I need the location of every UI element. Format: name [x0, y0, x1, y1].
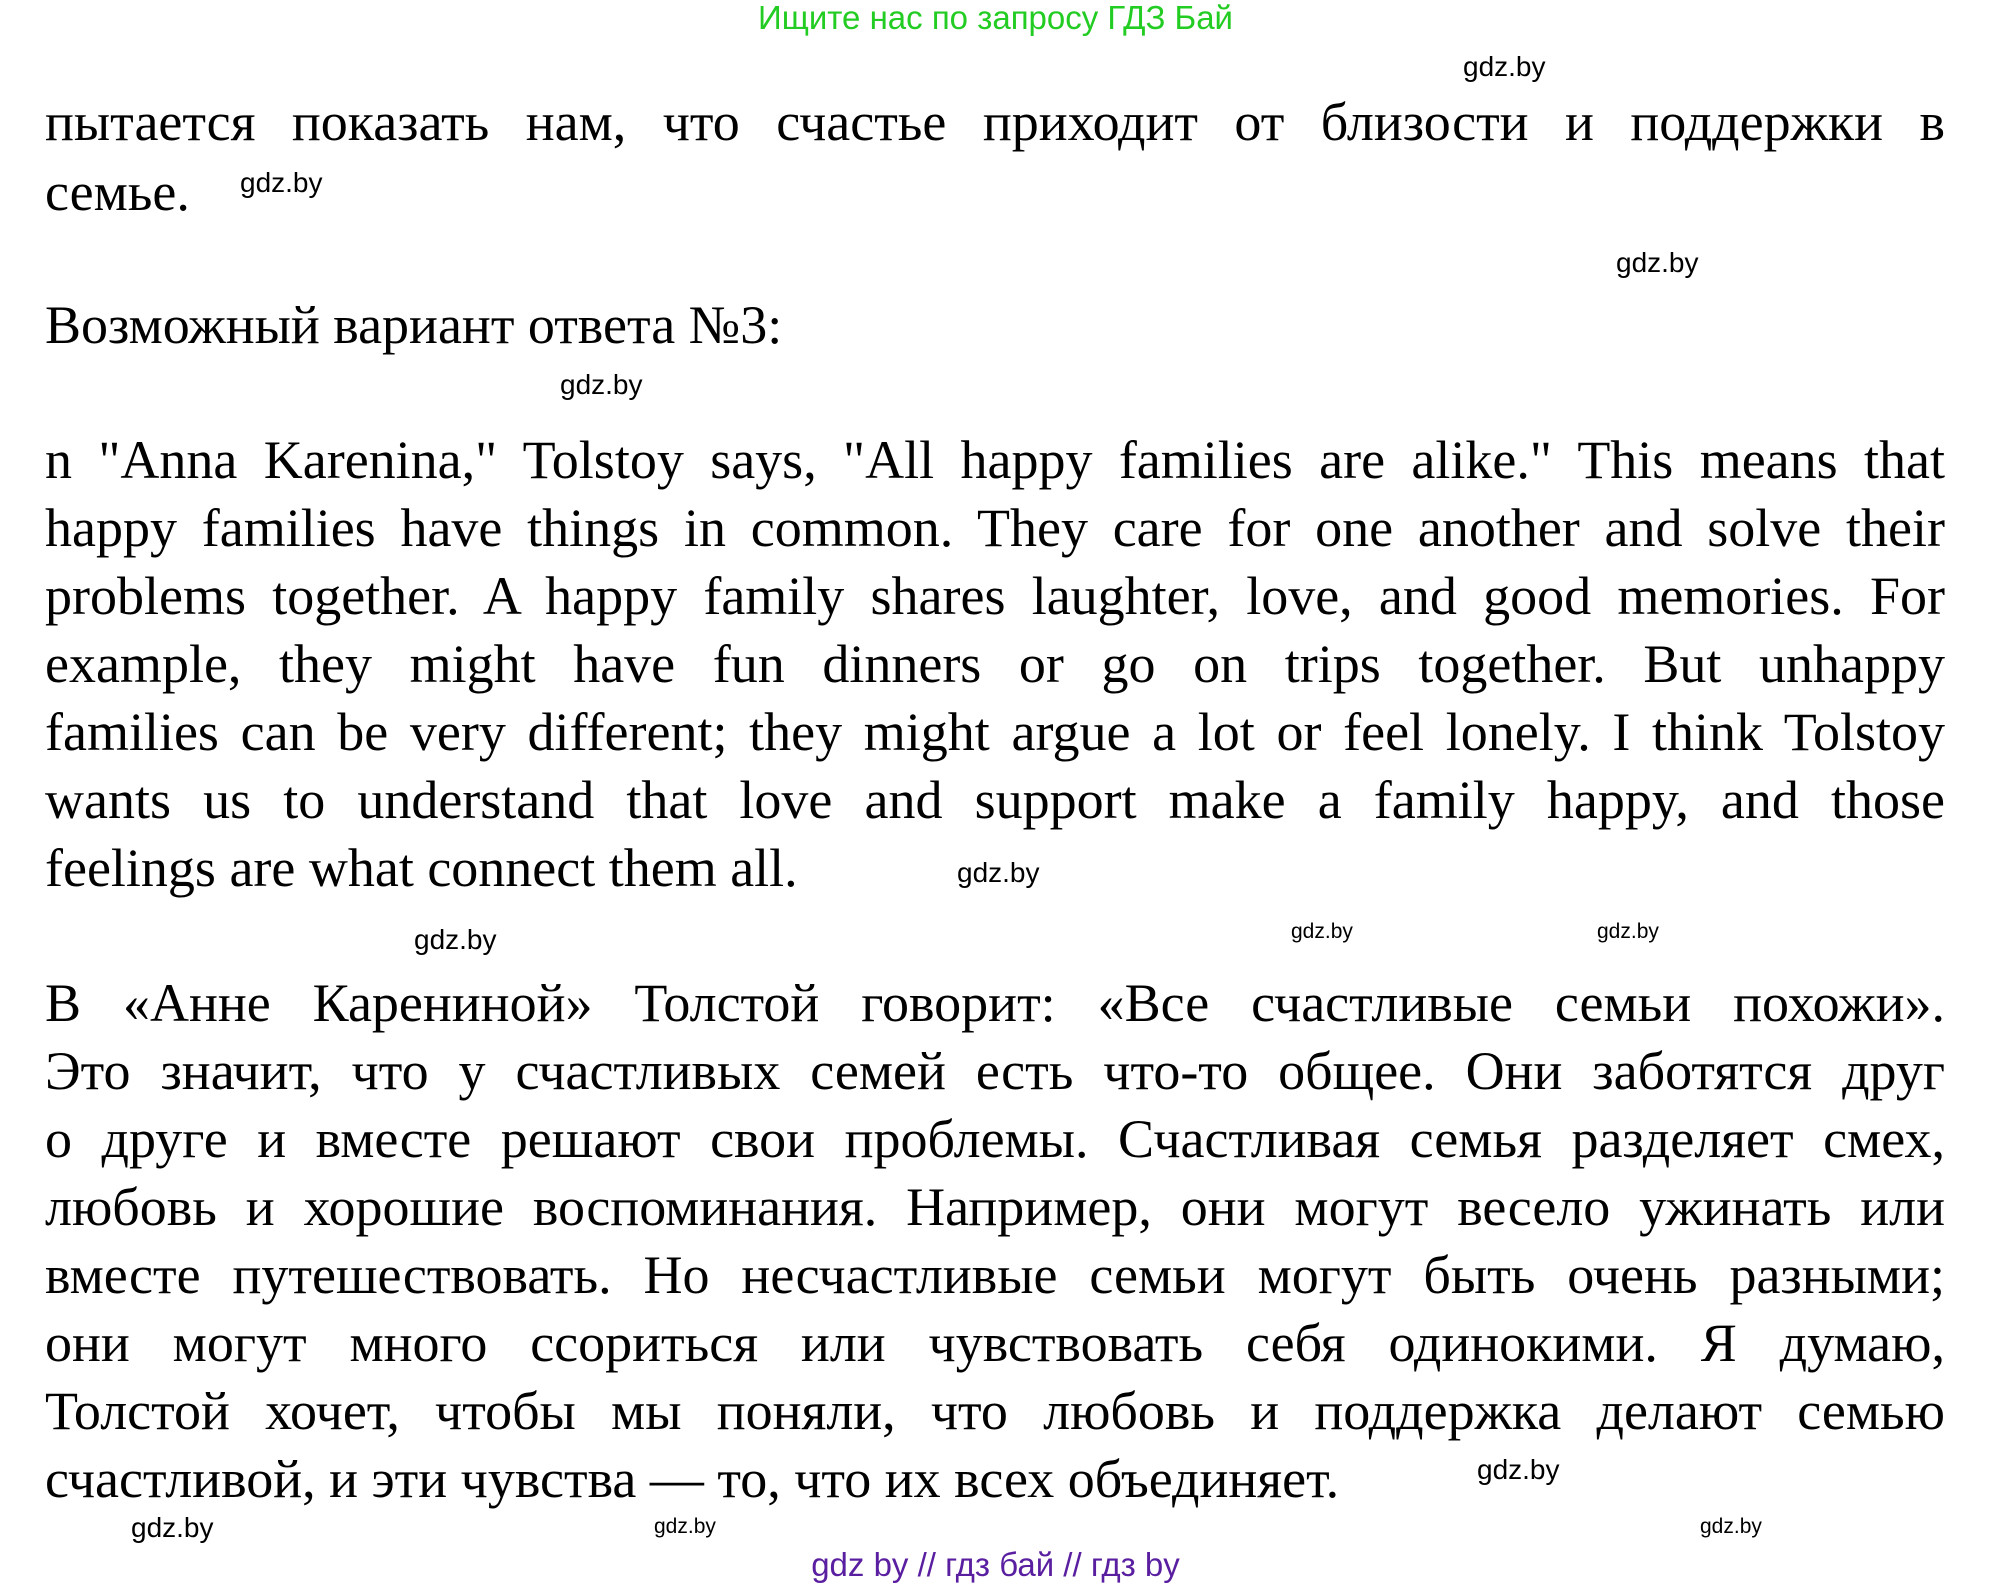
watermark: gdz.by: [1291, 920, 1353, 943]
russian-line: о друге и вместе решают свои проблемы. Счастливая семья разделяет смех,: [45, 1109, 1945, 1169]
watermark: gdz.by: [240, 167, 323, 198]
watermark: gdz.by: [1700, 1515, 1762, 1538]
russian-line: Толстой хочет, чтобы мы поняли, что любовь и поддержка делают семью: [45, 1381, 1945, 1441]
russian-line: счастливой, и эти чувства — то, что их всех объединяет.: [45, 1449, 1340, 1509]
watermark: gdz.by: [654, 1515, 716, 1538]
russian-line: Это значит, что у счастливых семей есть что-то общее. Они заботятся друг: [45, 1041, 1945, 1101]
english-line: happy families have things in common. They care for one another and solve their: [45, 498, 1945, 558]
search-hint-banner: Ищите нас по запросу ГДЗ Бай: [758, 0, 1233, 36]
watermark: gdz.by: [1616, 247, 1699, 278]
watermark: gdz.by: [957, 857, 1040, 888]
english-line: n "Anna Karenina," Tolstoy says, "All happy families are alike." This means that: [45, 430, 1945, 490]
english-line: feelings are what connect them all.: [45, 838, 798, 898]
watermark: gdz.by: [560, 369, 643, 400]
watermark: gdz.by: [1597, 920, 1659, 943]
english-line: wants us to understand that love and support make a family happy, and those: [45, 770, 1945, 830]
russian-line: они могут много ссориться или чувствовать себя одинокими. Я думаю,: [45, 1313, 1945, 1373]
watermark: gdz.by: [131, 1512, 214, 1543]
watermark: gdz.by: [1477, 1454, 1560, 1485]
russian-line: В «Анне Карениной» Толстой говорит: «Все счастливые семьи похожи».: [45, 973, 1945, 1033]
footer-links: gdz by // гдз бай // гдз by: [811, 1546, 1180, 1583]
english-line: problems together. A happy family shares laughter, love, and good memories. For: [45, 566, 1945, 626]
russian-line: любовь и хорошие воспоминания. Например, они могут весело ужинать или: [45, 1177, 1945, 1237]
watermark: gdz.by: [414, 924, 497, 955]
intro-line: семье.: [45, 162, 190, 222]
english-line: example, they might have fun dinners or go on trips together. But unhappy: [45, 634, 1945, 694]
watermark: gdz.by: [1463, 51, 1546, 82]
english-line: families can be very different; they might argue a lot or feel lonely. I think Tolstoy: [45, 702, 1945, 762]
answer-heading: Возможный вариант ответа №3:: [45, 295, 783, 355]
intro-line: пытается показать нам, что счастье приходит от близости и поддержки в: [45, 92, 1945, 152]
russian-line: вместе путешествовать. Но несчастливые семьи могут быть очень разными;: [45, 1245, 1945, 1305]
